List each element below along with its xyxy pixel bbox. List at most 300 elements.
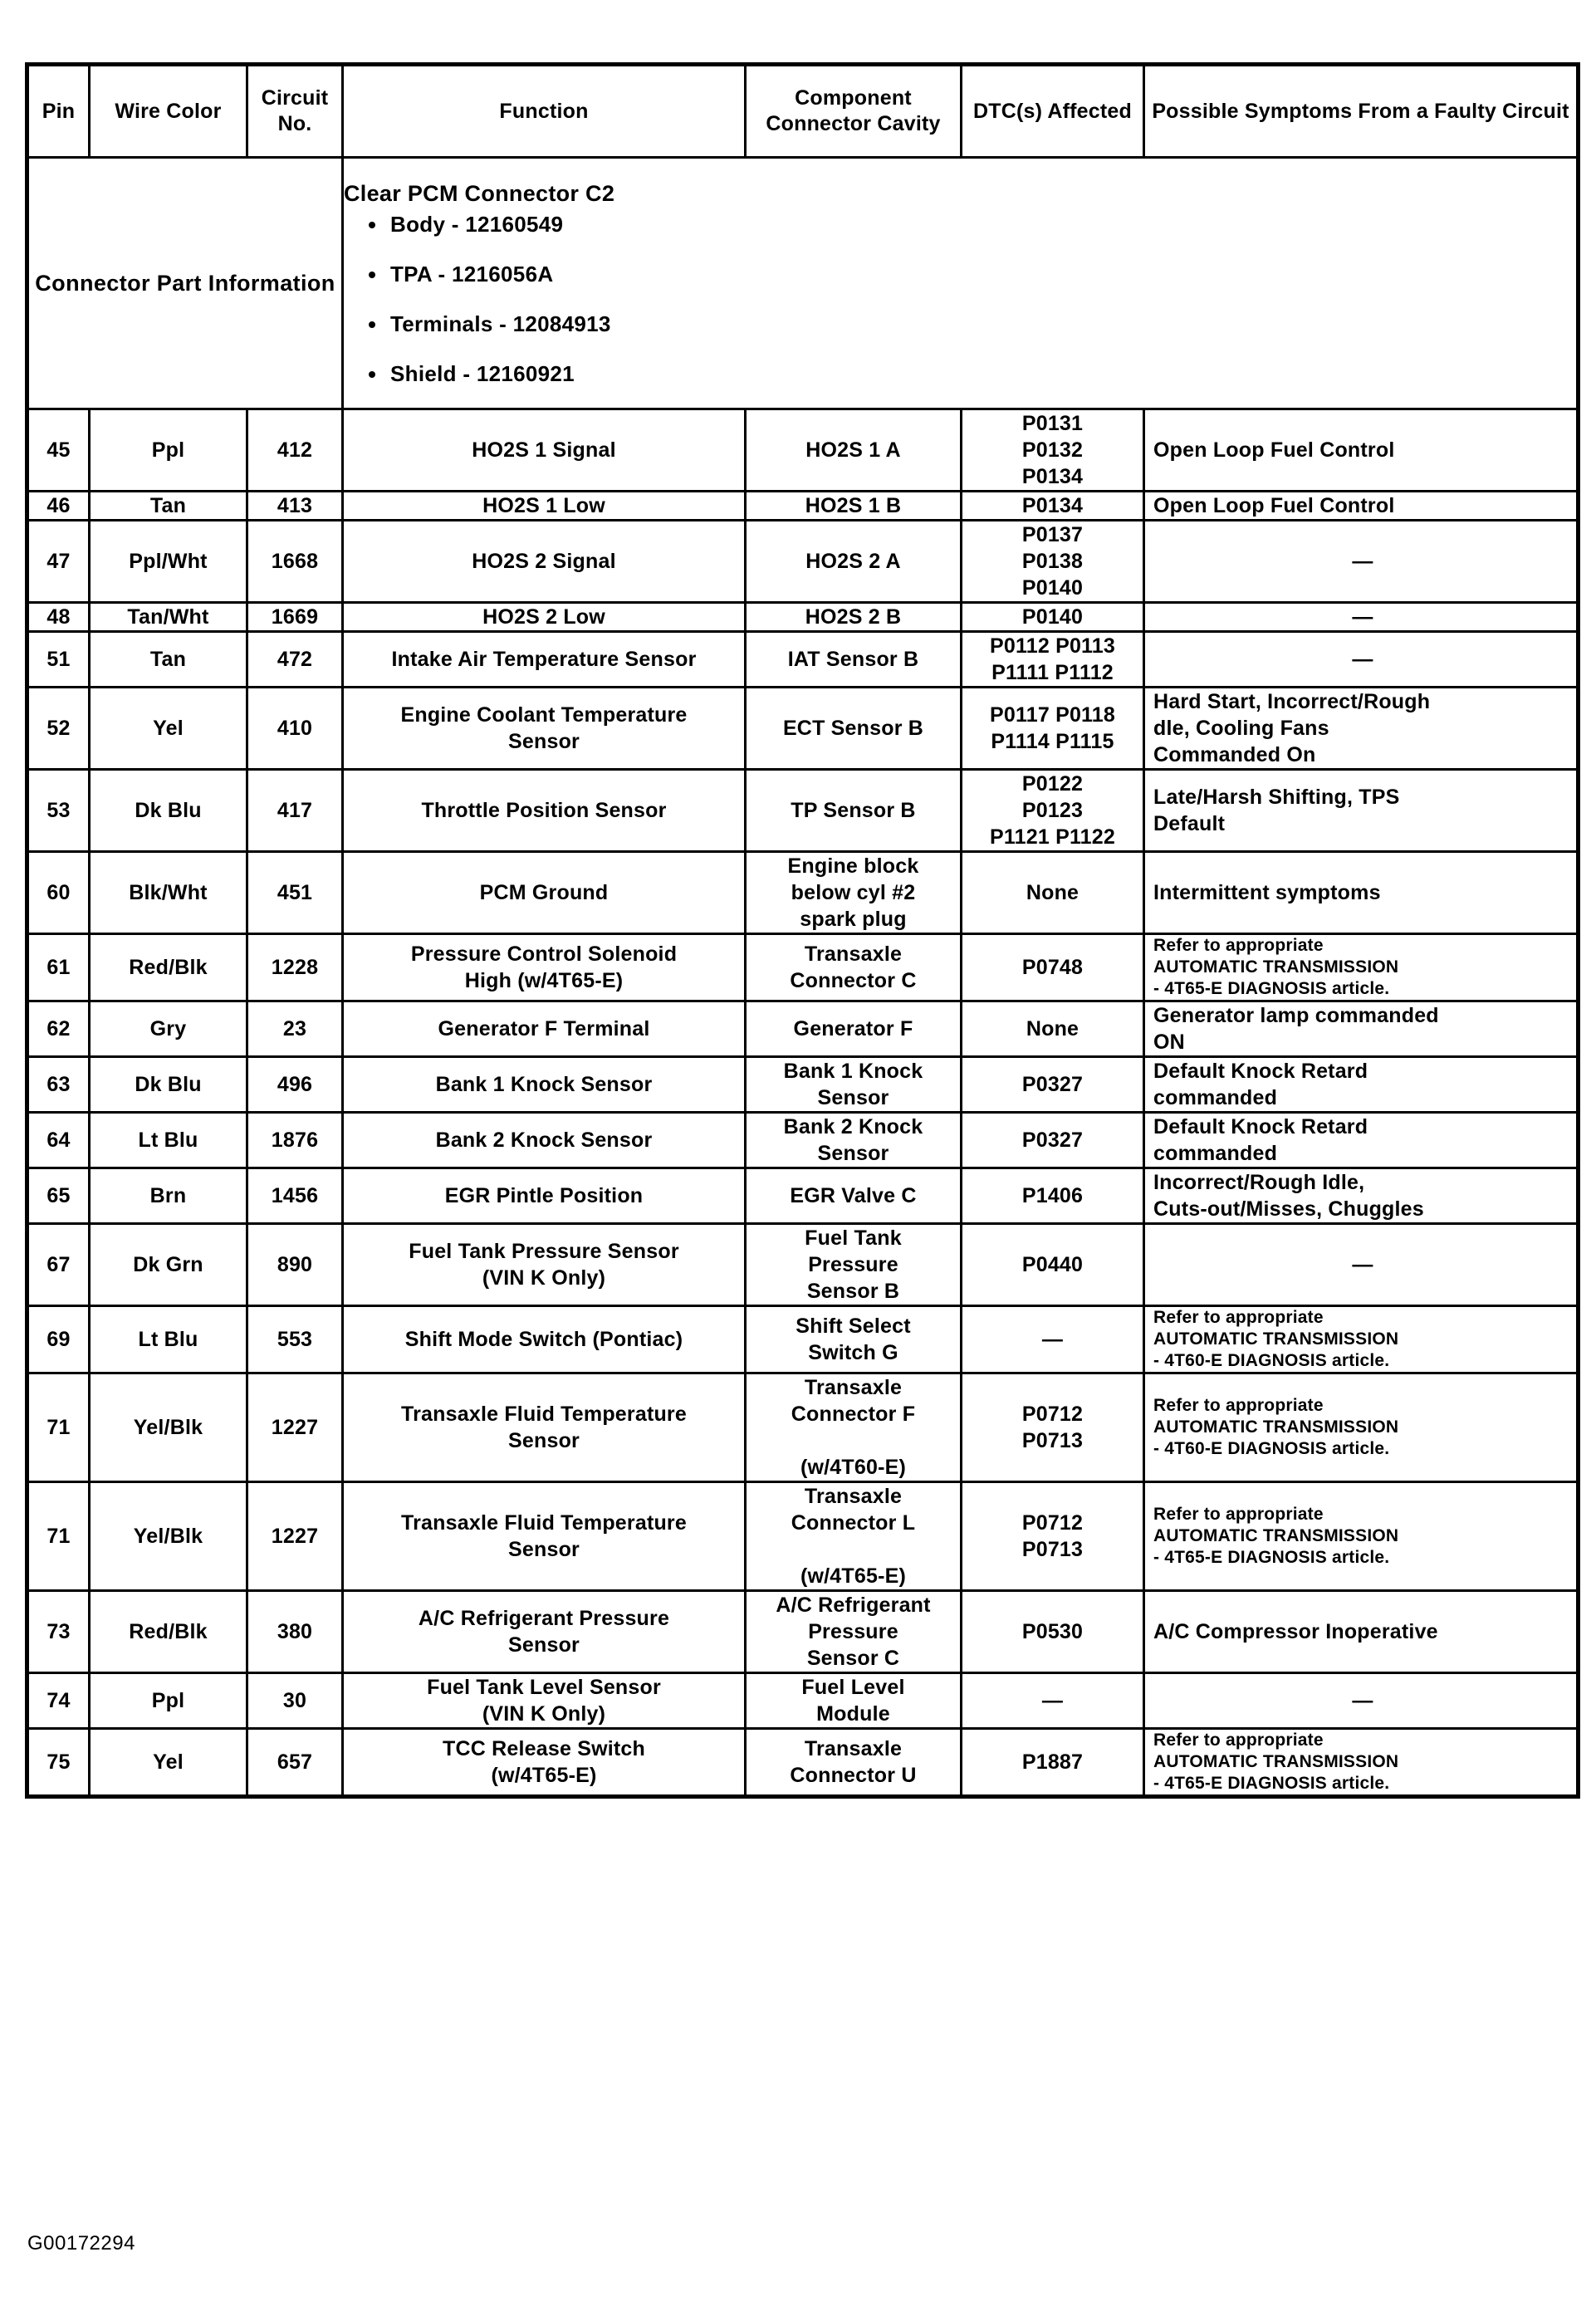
cell-component-connector-cavity-line: Shift Select	[796, 1315, 911, 1338]
cell-possible-symptoms-line: Default Knock Retard	[1153, 1115, 1368, 1138]
cell-dtcs-affected-line: P0138	[1021, 550, 1084, 573]
cell-dtcs-affected-line: P0530	[1021, 1620, 1084, 1643]
cell-circuit-no: 1669	[247, 603, 343, 632]
table-row	[27, 1306, 1579, 1373]
cell-function-line: Transaxle Fluid Temperature	[401, 1511, 687, 1535]
cell-pin: 63	[27, 1057, 90, 1113]
cell-dtcs-affected-line: P0748	[1021, 956, 1084, 979]
cell-dtcs-affected-line: P0713	[1021, 1538, 1084, 1561]
cell-dtcs-affected-line: P0117 P0118	[990, 703, 1115, 727]
cell-component-connector-cavity-line: (w/4T65-E)	[800, 1564, 907, 1588]
cell-dtcs-affected	[962, 409, 1144, 492]
cell-circuit-no: 1227	[247, 1373, 343, 1482]
cell-pin: 61	[27, 934, 90, 1001]
cell-component-connector-cavity-line: Connector F	[791, 1403, 916, 1426]
cell-component-connector-cavity-line: Transaxle	[804, 1376, 903, 1399]
cell-wire-color: Dk Grn	[90, 1224, 247, 1306]
cell-possible-symptoms-line: - 4T60-E DIAGNOSIS article.	[1153, 1439, 1390, 1458]
cell-component-connector-cavity	[746, 492, 962, 521]
cell-dtcs-affected-line: P1406	[1021, 1184, 1084, 1207]
cell-dtcs-affected	[962, 1168, 1144, 1224]
cell-possible-symptoms-line: A/C Compressor Inoperative	[1153, 1620, 1438, 1643]
cell-dtcs-affected	[962, 1001, 1144, 1057]
cell-function-line: Sensor	[508, 1538, 580, 1561]
connector-part-information-row	[27, 158, 1579, 409]
cell-component-connector-cavity-line: (w/4T60-E)	[800, 1456, 907, 1479]
cell-possible-symptoms-line: commanded	[1153, 1142, 1278, 1165]
cell-function-line: A/C Refrigerant Pressure	[418, 1607, 670, 1630]
cell-circuit-no: 1668	[247, 521, 343, 603]
cell-function-line: Shift Mode Switch (Pontiac)	[404, 1328, 683, 1351]
cell-dtcs-affected-line: —	[1041, 1328, 1064, 1351]
cell-function	[343, 1224, 746, 1306]
cell-possible-symptoms-line: - 4T65-E DIAGNOSIS article.	[1153, 1548, 1390, 1567]
cell-possible-symptoms	[1144, 934, 1579, 1001]
cell-component-connector-cavity-line: ECT Sensor B	[782, 717, 924, 740]
cell-dtcs-affected-line: P0712	[1021, 1511, 1084, 1535]
cell-component-connector-cavity-line: HO2S 2 A	[805, 550, 901, 573]
cell-possible-symptoms	[1144, 492, 1579, 521]
cell-possible-symptoms	[1144, 1001, 1579, 1057]
cell-circuit-no: 30	[247, 1673, 343, 1729]
cell-possible-symptoms	[1144, 521, 1579, 603]
cell-component-connector-cavity	[746, 603, 962, 632]
table-row	[27, 409, 1579, 492]
cell-pin: 47	[27, 521, 90, 603]
cell-component-connector-cavity	[746, 521, 962, 603]
cell-function	[343, 1482, 746, 1591]
cell-possible-symptoms-line: Refer to appropriate	[1153, 1731, 1324, 1750]
cell-component-connector-cavity	[746, 1673, 962, 1729]
cell-component-connector-cavity	[746, 1306, 962, 1373]
cell-dtcs-affected	[962, 1113, 1144, 1168]
cell-dtcs-affected-line: None	[1026, 881, 1080, 904]
cell-wire-color: Ppl/Wht	[90, 521, 247, 603]
cell-wire-color: Tan/Wht	[90, 603, 247, 632]
cell-component-connector-cavity-line: Sensor	[817, 1086, 889, 1109]
cell-dtcs-affected-line: P0713	[1021, 1429, 1084, 1452]
cell-wire-color: Blk/Wht	[90, 852, 247, 934]
cell-pin: 69	[27, 1306, 90, 1373]
table-row	[27, 632, 1579, 688]
table-row	[27, 1729, 1579, 1797]
cell-possible-symptoms-line: AUTOMATIC TRANSMISSION	[1153, 1417, 1399, 1437]
cell-dtcs-affected-line: P0327	[1021, 1073, 1084, 1096]
cell-possible-symptoms	[1144, 1591, 1579, 1673]
cell-dtcs-affected	[962, 632, 1144, 688]
cell-function	[343, 1729, 746, 1797]
cell-possible-symptoms	[1144, 1113, 1579, 1168]
connector-part-information-label: Connector Part Information	[27, 158, 343, 409]
cell-circuit-no: 1456	[247, 1168, 343, 1224]
cell-dtcs-affected-line: P1121 P1122	[990, 825, 1115, 849]
connector-part-list	[344, 212, 1576, 386]
cell-circuit-no: 417	[247, 770, 343, 852]
cell-possible-symptoms	[1144, 603, 1579, 632]
cell-wire-color: Gry	[90, 1001, 247, 1057]
cell-function-line: TCC Release Switch	[443, 1737, 645, 1760]
cell-dtcs-affected-line: P0132	[1021, 438, 1084, 462]
cell-possible-symptoms-line: Incorrect/Rough Idle,	[1153, 1171, 1365, 1194]
cell-function-line: (VIN K Only)	[482, 1266, 606, 1290]
cell-pin: 45	[27, 409, 90, 492]
table-row	[27, 1373, 1579, 1482]
cell-function-line: Fuel Tank Level Sensor	[427, 1676, 661, 1699]
cell-possible-symptoms-line: Default Knock Retard	[1153, 1060, 1368, 1083]
cell-component-connector-cavity-line: IAT Sensor B	[787, 648, 919, 671]
column-header-wire-color	[90, 65, 247, 158]
cell-function-line: High (w/4T65-E)	[464, 969, 624, 992]
cell-component-connector-cavity-line: spark plug	[800, 908, 907, 931]
cell-pin: 65	[27, 1168, 90, 1224]
cell-possible-symptoms-line: —	[1352, 605, 1373, 629]
cell-wire-color: Yel	[90, 1729, 247, 1797]
cell-possible-symptoms-line: Refer to appropriate	[1153, 936, 1324, 955]
cell-possible-symptoms	[1144, 688, 1579, 770]
cell-component-connector-cavity	[746, 632, 962, 688]
cell-function-line: Transaxle Fluid Temperature	[401, 1403, 687, 1426]
cell-wire-color: Ppl	[90, 409, 247, 492]
cell-component-connector-cavity-line: HO2S 2 B	[805, 605, 902, 629]
cell-wire-color: Yel	[90, 688, 247, 770]
cell-function	[343, 1057, 746, 1113]
cell-component-connector-cavity-line	[747, 1427, 960, 1454]
cell-possible-symptoms-line: —	[1352, 648, 1373, 671]
cell-dtcs-affected-line: P0140	[1021, 605, 1084, 629]
cell-function	[343, 1306, 746, 1373]
cell-component-connector-cavity	[746, 852, 962, 934]
table-row	[27, 934, 1579, 1001]
cell-function	[343, 934, 746, 1001]
cell-possible-symptoms-line: Refer to appropriate	[1153, 1505, 1324, 1524]
cell-component-connector-cavity	[746, 688, 962, 770]
cell-function-line: Throttle Position Sensor	[421, 799, 667, 822]
cell-pin: 67	[27, 1224, 90, 1306]
cell-circuit-no: 1876	[247, 1113, 343, 1168]
cell-dtcs-affected-line: P0327	[1021, 1129, 1084, 1152]
cell-dtcs-affected-line: P1114 P1115	[991, 730, 1114, 753]
table-row	[27, 1057, 1579, 1113]
cell-function	[343, 632, 746, 688]
cell-circuit-no: 1228	[247, 934, 343, 1001]
cell-dtcs-affected	[962, 1224, 1144, 1306]
cell-possible-symptoms-line: Cuts-out/Misses, Chuggles	[1153, 1197, 1424, 1221]
cell-wire-color: Lt Blu	[90, 1306, 247, 1373]
cell-dtcs-affected-line: P0137	[1021, 523, 1084, 546]
cell-wire-color: Yel/Blk	[90, 1373, 247, 1482]
cell-possible-symptoms-line: Open Loop Fuel Control	[1153, 494, 1395, 517]
cell-circuit-no: 553	[247, 1306, 343, 1373]
table-header-row	[27, 65, 1579, 158]
cell-pin: 52	[27, 688, 90, 770]
table-row	[27, 1673, 1579, 1729]
cell-dtcs-affected	[962, 934, 1144, 1001]
connector-part-information-body	[343, 158, 1579, 409]
cell-component-connector-cavity-line: Connector L	[791, 1511, 916, 1535]
column-header-pin-line: Pin	[42, 99, 76, 123]
cell-dtcs-affected	[962, 688, 1144, 770]
cell-function	[343, 603, 746, 632]
cell-possible-symptoms	[1144, 1482, 1579, 1591]
column-header-possible-symptoms	[1144, 65, 1579, 158]
cell-dtcs-affected-line: P0123	[1021, 799, 1084, 822]
cell-function-line: HO2S 2 Low	[482, 605, 605, 629]
cell-dtcs-affected	[962, 1306, 1144, 1373]
cell-pin: 51	[27, 632, 90, 688]
cell-possible-symptoms-line: AUTOMATIC TRANSMISSION	[1153, 957, 1399, 977]
cell-component-connector-cavity-line: Transaxle	[804, 942, 903, 966]
cell-function-line: HO2S 1 Signal	[472, 438, 616, 462]
cell-dtcs-affected-line: P0112 P0113	[990, 634, 1115, 658]
cell-dtcs-affected	[962, 492, 1144, 521]
cell-wire-color: Dk Blu	[90, 1057, 247, 1113]
cell-possible-symptoms-line: - 4T65-E DIAGNOSIS article.	[1153, 1774, 1390, 1793]
cell-component-connector-cavity-line: HO2S 1 B	[805, 494, 902, 517]
table-header	[27, 65, 1579, 158]
cell-function-line: Intake Air Temperature Sensor	[391, 648, 697, 671]
cell-dtcs-affected	[962, 1729, 1144, 1797]
cell-component-connector-cavity-line: TP Sensor B	[791, 799, 916, 822]
cell-function	[343, 1168, 746, 1224]
cell-possible-symptoms-line: commanded	[1153, 1086, 1278, 1109]
cell-circuit-no: 657	[247, 1729, 343, 1797]
cell-circuit-no: 472	[247, 632, 343, 688]
cell-component-connector-cavity-line: Sensor	[817, 1142, 889, 1165]
cell-component-connector-cavity-line: Connector C	[790, 969, 917, 992]
cell-wire-color: Red/Blk	[90, 1591, 247, 1673]
cell-function-line: (VIN K Only)	[482, 1702, 606, 1726]
cell-function-line: Bank 1 Knock Sensor	[435, 1073, 653, 1096]
column-header-function-line: Function	[499, 99, 589, 123]
cell-possible-symptoms-line: Refer to appropriate	[1153, 1308, 1324, 1327]
cell-component-connector-cavity	[746, 1729, 962, 1797]
cell-possible-symptoms-line: Commanded On	[1153, 743, 1316, 766]
cell-dtcs-affected-line: P0122	[1021, 772, 1084, 796]
cell-possible-symptoms-line: AUTOMATIC TRANSMISSION	[1153, 1752, 1399, 1771]
cell-pin: 75	[27, 1729, 90, 1797]
cell-possible-symptoms-line: Intermittent symptoms	[1153, 881, 1381, 904]
cell-function-line: HO2S 1 Low	[482, 494, 605, 517]
cell-component-connector-cavity	[746, 1591, 962, 1673]
table-row	[27, 770, 1579, 852]
cell-possible-symptoms-line: —	[1352, 1253, 1373, 1276]
cell-pin: 71	[27, 1482, 90, 1591]
cell-pin: 74	[27, 1673, 90, 1729]
cell-wire-color: Tan	[90, 632, 247, 688]
cell-possible-symptoms-line: ON	[1153, 1031, 1185, 1054]
table-row	[27, 1224, 1579, 1306]
cell-function-line: Sensor	[508, 1633, 580, 1657]
cell-function	[343, 1001, 746, 1057]
cell-possible-symptoms-line: Hard Start, Incorrect/Rough	[1153, 690, 1431, 713]
cell-dtcs-affected	[962, 603, 1144, 632]
cell-circuit-no: 451	[247, 852, 343, 934]
cell-dtcs-affected-line: P1887	[1021, 1750, 1084, 1774]
column-header-component-connector-cavity	[746, 65, 962, 158]
cell-component-connector-cavity-line: Sensor B	[806, 1280, 900, 1303]
cell-dtcs-affected	[962, 852, 1144, 934]
table-row	[27, 1113, 1579, 1168]
column-header-circuit-no-line1: Circuit	[261, 86, 329, 110]
cell-dtcs-affected-line: P0440	[1021, 1253, 1084, 1276]
cell-component-connector-cavity	[746, 409, 962, 492]
column-header-pin	[27, 65, 90, 158]
cell-circuit-no: 23	[247, 1001, 343, 1057]
cell-component-connector-cavity	[746, 1168, 962, 1224]
cell-dtcs-affected-line: P0134	[1021, 465, 1084, 488]
cell-circuit-no: 413	[247, 492, 343, 521]
table-row	[27, 852, 1579, 934]
cell-circuit-no: 412	[247, 409, 343, 492]
cell-function-line: Generator F Terminal	[438, 1017, 650, 1040]
cell-circuit-no: 496	[247, 1057, 343, 1113]
cell-possible-symptoms	[1144, 1057, 1579, 1113]
cell-pin: 62	[27, 1001, 90, 1057]
cell-function	[343, 852, 746, 934]
cell-component-connector-cavity	[746, 1057, 962, 1113]
cell-possible-symptoms-line: Default	[1153, 812, 1226, 835]
cell-component-connector-cavity-line: A/C Refrigerant	[776, 1594, 931, 1617]
column-header-cavity-line3: Cavity	[877, 112, 941, 135]
column-header-circuit-no-line2: No.	[277, 112, 312, 135]
cell-dtcs-affected	[962, 1373, 1144, 1482]
column-header-circuit-no	[247, 65, 343, 158]
cell-pin: 60	[27, 852, 90, 934]
cell-dtcs-affected-line: P0140	[1021, 576, 1084, 600]
cell-possible-symptoms	[1144, 852, 1579, 934]
cell-possible-symptoms-line: - 4T60-E DIAGNOSIS article.	[1153, 1351, 1390, 1370]
cell-function-line: Pressure Control Solenoid	[410, 942, 678, 966]
cell-dtcs-affected-line: None	[1026, 1017, 1080, 1040]
cell-possible-symptoms-line: Late/Harsh Shifting, TPS	[1153, 786, 1400, 809]
cell-possible-symptoms-line: - 4T65-E DIAGNOSIS article.	[1153, 979, 1390, 998]
cell-component-connector-cavity-line: Pressure	[808, 1620, 898, 1643]
column-header-dtc-line2: Affected	[1047, 99, 1132, 123]
pinout-rows	[27, 409, 1579, 1797]
cell-wire-color: Tan	[90, 492, 247, 521]
cell-component-connector-cavity-line: Sensor C	[806, 1647, 900, 1670]
table-row	[27, 521, 1579, 603]
cell-possible-symptoms	[1144, 1673, 1579, 1729]
cell-dtcs-affected-line: P0712	[1021, 1403, 1084, 1426]
cell-dtcs-affected	[962, 1057, 1144, 1113]
cell-circuit-no: 890	[247, 1224, 343, 1306]
cell-possible-symptoms-line: Generator lamp commanded	[1153, 1004, 1439, 1027]
cell-pin: 71	[27, 1373, 90, 1482]
cell-component-connector-cavity-line	[747, 1536, 960, 1563]
column-header-symptoms-line2: Faulty Circuit	[1434, 99, 1569, 123]
cell-component-connector-cavity-line: Connector U	[790, 1764, 917, 1787]
cell-possible-symptoms	[1144, 632, 1579, 688]
cell-wire-color: Ppl	[90, 1673, 247, 1729]
cell-possible-symptoms-line: —	[1352, 1689, 1373, 1712]
cell-dtcs-affected-line: P1111 P1112	[991, 661, 1114, 684]
cell-component-connector-cavity	[746, 1373, 962, 1482]
cell-possible-symptoms	[1144, 1373, 1579, 1482]
table-row	[27, 688, 1579, 770]
connector-part-item: Shield - 12160921	[344, 361, 1576, 386]
cell-wire-color: Yel/Blk	[90, 1482, 247, 1591]
cell-function-line: (w/4T65-E)	[491, 1764, 597, 1787]
table-row	[27, 1591, 1579, 1673]
cell-function-line: EGR Pintle Position	[444, 1184, 644, 1207]
cell-component-connector-cavity	[746, 1001, 962, 1057]
pcm-pinout-table-wrapper	[25, 62, 1576, 1799]
cell-component-connector-cavity-line: Engine block	[787, 854, 919, 878]
table-row	[27, 1001, 1579, 1057]
cell-function	[343, 1113, 746, 1168]
column-header-wire-color-line: Wire Color	[115, 99, 222, 123]
cell-component-connector-cavity	[746, 934, 962, 1001]
cell-possible-symptoms-line: Open Loop Fuel Control	[1153, 438, 1395, 462]
connector-part-item: Terminals - 12084913	[344, 311, 1576, 336]
cell-pin: 73	[27, 1591, 90, 1673]
cell-pin: 53	[27, 770, 90, 852]
cell-component-connector-cavity-line: Transaxle	[804, 1485, 903, 1508]
cell-possible-symptoms-line: AUTOMATIC TRANSMISSION	[1153, 1526, 1399, 1545]
connector-part-information-band	[27, 158, 1579, 409]
cell-possible-symptoms	[1144, 770, 1579, 852]
cell-component-connector-cavity-line: below cyl #2	[791, 881, 916, 904]
cell-function	[343, 1591, 746, 1673]
column-header-cavity-line2: Connector	[766, 112, 872, 135]
connector-part-item: Body - 12160549	[344, 212, 1576, 237]
cell-component-connector-cavity-line: HO2S 1 A	[805, 438, 901, 462]
cell-dtcs-affected-line: P0131	[1021, 412, 1084, 435]
table-row	[27, 1482, 1579, 1591]
cell-component-connector-cavity-line: Bank 1 Knock	[783, 1060, 923, 1083]
cell-function-line: Bank 2 Knock Sensor	[435, 1129, 653, 1152]
cell-dtcs-affected	[962, 1673, 1144, 1729]
cell-dtcs-affected-line: P0134	[1021, 494, 1084, 517]
cell-circuit-no: 1227	[247, 1482, 343, 1591]
column-header-symptoms-line1: Possible Symptoms From a	[1152, 99, 1428, 123]
connector-part-item: TPA - 1216056A	[344, 262, 1576, 286]
cell-function	[343, 770, 746, 852]
cell-component-connector-cavity-line: EGR Valve C	[790, 1184, 917, 1207]
table-row	[27, 492, 1579, 521]
connector-title: Clear PCM Connector C2	[344, 181, 615, 206]
cell-function-line: PCM Ground	[479, 881, 609, 904]
cell-function-line: Sensor	[508, 730, 580, 753]
cell-function	[343, 409, 746, 492]
table-row	[27, 1168, 1579, 1224]
cell-dtcs-affected	[962, 1482, 1144, 1591]
cell-pin: 46	[27, 492, 90, 521]
cell-component-connector-cavity-line: Generator F	[793, 1017, 913, 1040]
cell-component-connector-cavity	[746, 1482, 962, 1591]
cell-function	[343, 492, 746, 521]
cell-component-connector-cavity-line: Fuel Level	[801, 1676, 905, 1699]
cell-possible-symptoms-line: dle, Cooling Fans	[1153, 717, 1329, 740]
column-header-cavity-line1: Component	[795, 86, 912, 110]
cell-possible-symptoms-line: —	[1352, 550, 1373, 573]
cell-possible-symptoms-line: AUTOMATIC TRANSMISSION	[1153, 1329, 1399, 1349]
cell-component-connector-cavity	[746, 1224, 962, 1306]
cell-circuit-no: 380	[247, 1591, 343, 1673]
table-row	[27, 603, 1579, 632]
cell-circuit-no: 410	[247, 688, 343, 770]
cell-dtcs-affected	[962, 770, 1144, 852]
column-header-dtc-line1: DTC(s)	[973, 99, 1043, 123]
cell-function	[343, 1373, 746, 1482]
column-header-dtcs-affected	[962, 65, 1144, 158]
cell-function-line: HO2S 2 Signal	[472, 550, 616, 573]
cell-wire-color: Red/Blk	[90, 934, 247, 1001]
cell-component-connector-cavity-line: Bank 2 Knock	[783, 1115, 923, 1138]
cell-function-line: Engine Coolant Temperature	[400, 703, 688, 727]
cell-component-connector-cavity-line: Switch G	[808, 1341, 898, 1364]
